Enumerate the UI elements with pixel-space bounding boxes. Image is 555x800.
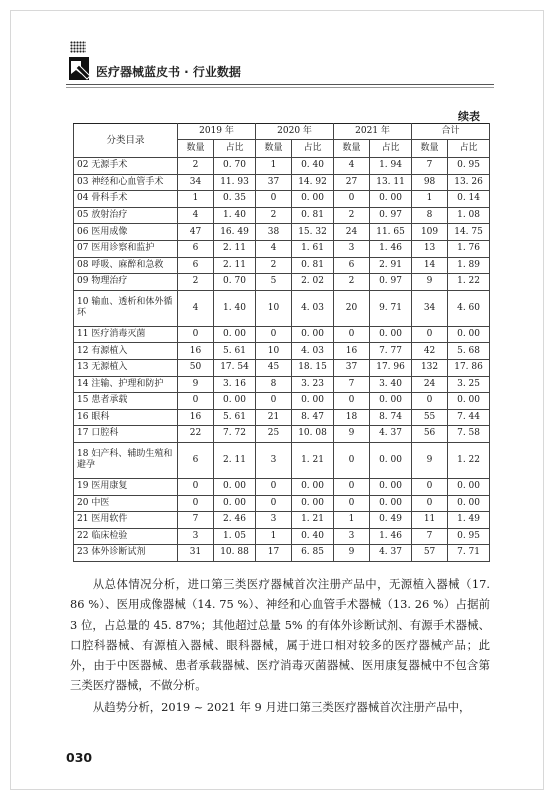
count-cell: 13 xyxy=(412,240,448,257)
share-cell: 7. 77 xyxy=(370,343,412,360)
count-cell: 1 xyxy=(256,158,292,175)
count-cell: 0 xyxy=(256,326,292,343)
count-cell: 8 xyxy=(412,207,448,224)
count-cell: 9 xyxy=(178,376,214,393)
count-cell: 0 xyxy=(412,478,448,495)
count-cell: 47 xyxy=(178,224,214,241)
table-row xyxy=(74,240,490,257)
table-row xyxy=(74,359,490,376)
share-cell: 8. 74 xyxy=(370,409,412,426)
count-cell: 0 xyxy=(178,495,214,512)
count-cell: 2 xyxy=(256,257,292,274)
count-cell: 0 xyxy=(256,478,292,495)
share-cell: 0. 00 xyxy=(370,326,412,343)
category-cell: 13 无源植入 xyxy=(74,359,178,376)
share-cell: 1. 40 xyxy=(214,207,256,224)
header-rule xyxy=(66,84,494,85)
sub-header: 数量 xyxy=(178,140,214,158)
count-cell: 98 xyxy=(412,174,448,191)
count-cell: 21 xyxy=(256,409,292,426)
share-cell: 0. 95 xyxy=(448,158,490,175)
share-cell: 10. 88 xyxy=(214,545,256,562)
count-cell: 2 xyxy=(256,207,292,224)
share-cell: 2. 46 xyxy=(214,512,256,529)
share-cell: 15. 32 xyxy=(292,224,334,241)
table-row xyxy=(74,174,490,191)
share-cell: 7. 71 xyxy=(448,545,490,562)
count-cell: 16 xyxy=(178,409,214,426)
share-cell: 0. 95 xyxy=(448,528,490,545)
share-cell: 0. 00 xyxy=(448,495,490,512)
sub-header: 数量 xyxy=(256,140,292,158)
count-cell: 24 xyxy=(412,376,448,393)
share-cell: 0. 00 xyxy=(292,495,334,512)
share-cell: 0. 00 xyxy=(370,478,412,495)
table-row xyxy=(74,442,490,478)
share-cell: 1. 22 xyxy=(448,274,490,291)
share-cell: 0. 70 xyxy=(214,274,256,291)
share-cell: 8. 47 xyxy=(292,409,334,426)
count-cell: 16 xyxy=(178,343,214,360)
share-cell: 3. 40 xyxy=(370,376,412,393)
table-row xyxy=(74,343,490,360)
count-cell: 3 xyxy=(334,240,370,257)
header-year: 2020 年 xyxy=(256,124,334,140)
header-dot-pattern xyxy=(70,41,86,53)
table-row xyxy=(74,224,490,241)
count-cell: 38 xyxy=(256,224,292,241)
count-cell: 3 xyxy=(256,442,292,478)
count-cell: 1 xyxy=(412,191,448,208)
category-cell: 03 神经和心血管手术 xyxy=(74,174,178,191)
count-cell: 0 xyxy=(256,393,292,410)
table-row xyxy=(74,376,490,393)
count-cell: 2 xyxy=(334,207,370,224)
count-cell: 4 xyxy=(256,240,292,257)
count-cell: 8 xyxy=(256,376,292,393)
share-cell: 7. 58 xyxy=(448,426,490,443)
share-cell: 2. 11 xyxy=(214,442,256,478)
share-cell: 1. 21 xyxy=(292,512,334,529)
count-cell: 14 xyxy=(412,257,448,274)
count-cell: 0 xyxy=(334,478,370,495)
count-cell: 7 xyxy=(412,158,448,175)
share-cell: 11. 93 xyxy=(214,174,256,191)
count-cell: 1 xyxy=(256,528,292,545)
count-cell: 50 xyxy=(178,359,214,376)
count-cell: 6 xyxy=(334,257,370,274)
category-cell: 15 患者承载 xyxy=(74,393,178,410)
count-cell: 7 xyxy=(178,512,214,529)
share-cell: 16. 49 xyxy=(214,224,256,241)
share-cell: 1. 89 xyxy=(448,257,490,274)
share-cell: 1. 21 xyxy=(292,442,334,478)
share-cell: 0. 00 xyxy=(214,495,256,512)
count-cell: 3 xyxy=(334,528,370,545)
table-row xyxy=(74,326,490,343)
count-cell: 31 xyxy=(178,545,214,562)
count-cell: 2 xyxy=(178,274,214,291)
sub-header: 占比 xyxy=(448,140,490,158)
share-cell: 2. 11 xyxy=(214,257,256,274)
count-cell: 3 xyxy=(256,512,292,529)
share-cell: 13. 11 xyxy=(370,174,412,191)
count-cell: 6 xyxy=(178,257,214,274)
count-cell: 5 xyxy=(256,274,292,291)
count-cell: 0 xyxy=(178,326,214,343)
count-cell: 6 xyxy=(178,240,214,257)
sub-header: 占比 xyxy=(292,140,334,158)
share-cell: 0. 70 xyxy=(214,158,256,175)
share-cell: 1. 40 xyxy=(214,290,256,326)
page-number: 030 xyxy=(66,750,93,765)
category-cell: 12 有源植入 xyxy=(74,343,178,360)
table-row xyxy=(74,409,490,426)
header-year: 2021 年 xyxy=(334,124,412,140)
header-year: 2019 年 xyxy=(178,124,256,140)
count-cell: 0 xyxy=(334,326,370,343)
header-category: 分类目录 xyxy=(74,124,178,158)
share-cell: 1. 05 xyxy=(214,528,256,545)
share-cell: 3. 25 xyxy=(448,376,490,393)
count-cell: 4 xyxy=(178,207,214,224)
registration-table xyxy=(73,123,490,562)
header-rule-thin xyxy=(66,87,494,88)
share-cell: 7. 44 xyxy=(448,409,490,426)
count-cell: 4 xyxy=(334,158,370,175)
share-cell: 0. 81 xyxy=(292,207,334,224)
share-cell: 1. 22 xyxy=(448,442,490,478)
share-cell: 0. 00 xyxy=(214,478,256,495)
count-cell: 7 xyxy=(334,376,370,393)
share-cell: 14. 92 xyxy=(292,174,334,191)
share-cell: 4. 37 xyxy=(370,426,412,443)
sub-header: 数量 xyxy=(412,140,448,158)
count-cell: 42 xyxy=(412,343,448,360)
count-cell: 10 xyxy=(256,290,292,326)
share-cell: 17. 96 xyxy=(370,359,412,376)
share-cell: 11. 65 xyxy=(370,224,412,241)
count-cell: 1 xyxy=(334,512,370,529)
count-cell: 20 xyxy=(334,290,370,326)
share-cell: 4. 37 xyxy=(370,545,412,562)
share-cell: 0. 00 xyxy=(292,393,334,410)
share-cell: 0. 00 xyxy=(370,191,412,208)
category-cell: 18 妇产科、辅助生殖和避孕 xyxy=(74,442,178,478)
share-cell: 3. 16 xyxy=(214,376,256,393)
share-cell: 4. 03 xyxy=(292,290,334,326)
count-cell: 109 xyxy=(412,224,448,241)
category-cell: 05 放射治疗 xyxy=(74,207,178,224)
share-cell: 0. 35 xyxy=(214,191,256,208)
share-cell: 5. 61 xyxy=(214,409,256,426)
share-cell: 1. 46 xyxy=(370,528,412,545)
category-cell: 09 物理治疗 xyxy=(74,274,178,291)
count-cell: 10 xyxy=(256,343,292,360)
share-cell: 5. 61 xyxy=(214,343,256,360)
share-cell: 2. 02 xyxy=(292,274,334,291)
count-cell: 16 xyxy=(334,343,370,360)
category-cell: 11 医疗消毒灭菌 xyxy=(74,326,178,343)
share-cell: 17. 54 xyxy=(214,359,256,376)
count-cell: 0 xyxy=(412,326,448,343)
share-cell: 1. 76 xyxy=(448,240,490,257)
count-cell: 2 xyxy=(334,274,370,291)
share-cell: 4. 60 xyxy=(448,290,490,326)
count-cell: 9 xyxy=(412,274,448,291)
share-cell: 0. 00 xyxy=(292,326,334,343)
share-cell: 0. 49 xyxy=(370,512,412,529)
share-cell: 2. 91 xyxy=(370,257,412,274)
share-cell: 4. 03 xyxy=(292,343,334,360)
table-continued-label: 续表 xyxy=(458,110,480,123)
running-header-title: 医疗器械蓝皮书 · 行业数据 xyxy=(96,65,241,79)
share-cell: 0. 00 xyxy=(214,393,256,410)
count-cell: 0 xyxy=(256,495,292,512)
count-cell: 0 xyxy=(412,393,448,410)
category-cell: 06 医用成像 xyxy=(74,224,178,241)
share-cell: 1. 61 xyxy=(292,240,334,257)
table-row xyxy=(74,426,490,443)
count-cell: 34 xyxy=(412,290,448,326)
share-cell: 0. 97 xyxy=(370,274,412,291)
share-cell: 0. 00 xyxy=(214,326,256,343)
share-cell: 18. 15 xyxy=(292,359,334,376)
body-paragraph-2: 从趋势分析，2019 ~ 2021 年 9 月进口第三类医疗器械首次注册产品中， xyxy=(92,700,471,714)
share-cell: 0. 40 xyxy=(292,528,334,545)
share-cell: 0. 00 xyxy=(292,191,334,208)
share-cell: 0. 00 xyxy=(370,495,412,512)
share-cell: 7. 72 xyxy=(214,426,256,443)
count-cell: 27 xyxy=(334,174,370,191)
count-cell: 37 xyxy=(256,174,292,191)
share-cell: 10. 08 xyxy=(292,426,334,443)
count-cell: 11 xyxy=(412,512,448,529)
count-cell: 0 xyxy=(412,495,448,512)
share-cell: 17. 86 xyxy=(448,359,490,376)
share-cell: 0. 00 xyxy=(448,326,490,343)
share-cell: 2. 11 xyxy=(214,240,256,257)
share-cell: 1. 49 xyxy=(448,512,490,529)
count-cell: 2 xyxy=(178,158,214,175)
count-cell: 25 xyxy=(256,426,292,443)
count-cell: 0 xyxy=(334,393,370,410)
category-cell: 19 医用康复 xyxy=(74,478,178,495)
category-cell: 07 医用诊察和监护 xyxy=(74,240,178,257)
share-cell: 1. 46 xyxy=(370,240,412,257)
table-row xyxy=(74,512,490,529)
count-cell: 132 xyxy=(412,359,448,376)
category-cell: 20 中医 xyxy=(74,495,178,512)
share-cell: 5. 68 xyxy=(448,343,490,360)
category-cell: 08 呼吸、麻醉和急救 xyxy=(74,257,178,274)
category-cell: 22 临床检验 xyxy=(74,528,178,545)
count-cell: 17 xyxy=(256,545,292,562)
category-cell: 17 口腔科 xyxy=(74,426,178,443)
category-cell: 16 眼科 xyxy=(74,409,178,426)
count-cell: 55 xyxy=(412,409,448,426)
count-cell: 7 xyxy=(412,528,448,545)
share-cell: 1. 94 xyxy=(370,158,412,175)
table-row xyxy=(74,545,490,562)
count-cell: 1 xyxy=(178,191,214,208)
share-cell: 0. 40 xyxy=(292,158,334,175)
table-row xyxy=(74,191,490,208)
count-cell: 0 xyxy=(256,191,292,208)
share-cell: 9. 71 xyxy=(370,290,412,326)
count-cell: 4 xyxy=(178,290,214,326)
sub-header: 占比 xyxy=(370,140,412,158)
share-cell: 0. 00 xyxy=(370,393,412,410)
header-total: 合计 xyxy=(412,124,490,140)
share-cell: 6. 85 xyxy=(292,545,334,562)
count-cell: 22 xyxy=(178,426,214,443)
share-cell: 0. 00 xyxy=(292,478,334,495)
table-row xyxy=(74,158,490,175)
count-cell: 56 xyxy=(412,426,448,443)
count-cell: 24 xyxy=(334,224,370,241)
share-cell: 14. 75 xyxy=(448,224,490,241)
count-cell: 3 xyxy=(178,528,214,545)
share-cell: 13. 26 xyxy=(448,174,490,191)
sub-header: 占比 xyxy=(214,140,256,158)
count-cell: 0 xyxy=(178,393,214,410)
table-row xyxy=(74,393,490,410)
count-cell: 57 xyxy=(412,545,448,562)
table-row xyxy=(74,207,490,224)
category-cell: 02 无源手术 xyxy=(74,158,178,175)
table-row xyxy=(74,290,490,326)
count-cell: 18 xyxy=(334,409,370,426)
table-row xyxy=(74,478,490,495)
count-cell: 0 xyxy=(334,191,370,208)
category-cell: 14 注输、护理和防护 xyxy=(74,376,178,393)
category-cell: 23 体外诊断试剂 xyxy=(74,545,178,562)
table-row xyxy=(74,257,490,274)
count-cell: 37 xyxy=(334,359,370,376)
count-cell: 34 xyxy=(178,174,214,191)
share-cell: 0. 81 xyxy=(292,257,334,274)
share-cell: 3. 23 xyxy=(292,376,334,393)
sub-header: 数量 xyxy=(334,140,370,158)
share-cell: 0. 00 xyxy=(448,478,490,495)
share-cell: 0. 00 xyxy=(448,393,490,410)
body-paragraph-1: 从总体情况分析，进口第三类医疗器械首次注册产品中，无源植入器械（17. 86 %）、医用成像器械（14. 75 %）、神经和心血管手术器械（13. 26 %）占据前 3 位，占总量的 45. 87%；其他超过总量 5% 的有体外诊断试剂、有源手术器械、口腔科器械、有源植入器械、眼科器械，属于进口相对较多的医疗器械产品；此外，由于中医器械、患者承载器械、医疗消毒灭菌器械、医用康复器械中不包含第三类医疗器械，不做分析。 xyxy=(70,577,490,693)
category-cell: 10 输血、透析和体外循环 xyxy=(74,290,178,326)
table-row xyxy=(74,274,490,291)
share-cell: 0. 14 xyxy=(448,191,490,208)
count-cell: 6 xyxy=(178,442,214,478)
count-cell: 9 xyxy=(334,545,370,562)
count-cell: 0 xyxy=(334,442,370,478)
count-cell: 0 xyxy=(178,478,214,495)
category-cell: 21 医用软件 xyxy=(74,512,178,529)
share-cell: 0. 97 xyxy=(370,207,412,224)
count-cell: 45 xyxy=(256,359,292,376)
count-cell: 0 xyxy=(334,495,370,512)
category-cell: 04 骨科手术 xyxy=(74,191,178,208)
table-row xyxy=(74,528,490,545)
share-cell: 0. 00 xyxy=(370,442,412,478)
bluebook-logo-icon xyxy=(68,56,92,82)
count-cell: 9 xyxy=(412,442,448,478)
table-row xyxy=(74,495,490,512)
count-cell: 9 xyxy=(334,426,370,443)
share-cell: 1. 08 xyxy=(448,207,490,224)
